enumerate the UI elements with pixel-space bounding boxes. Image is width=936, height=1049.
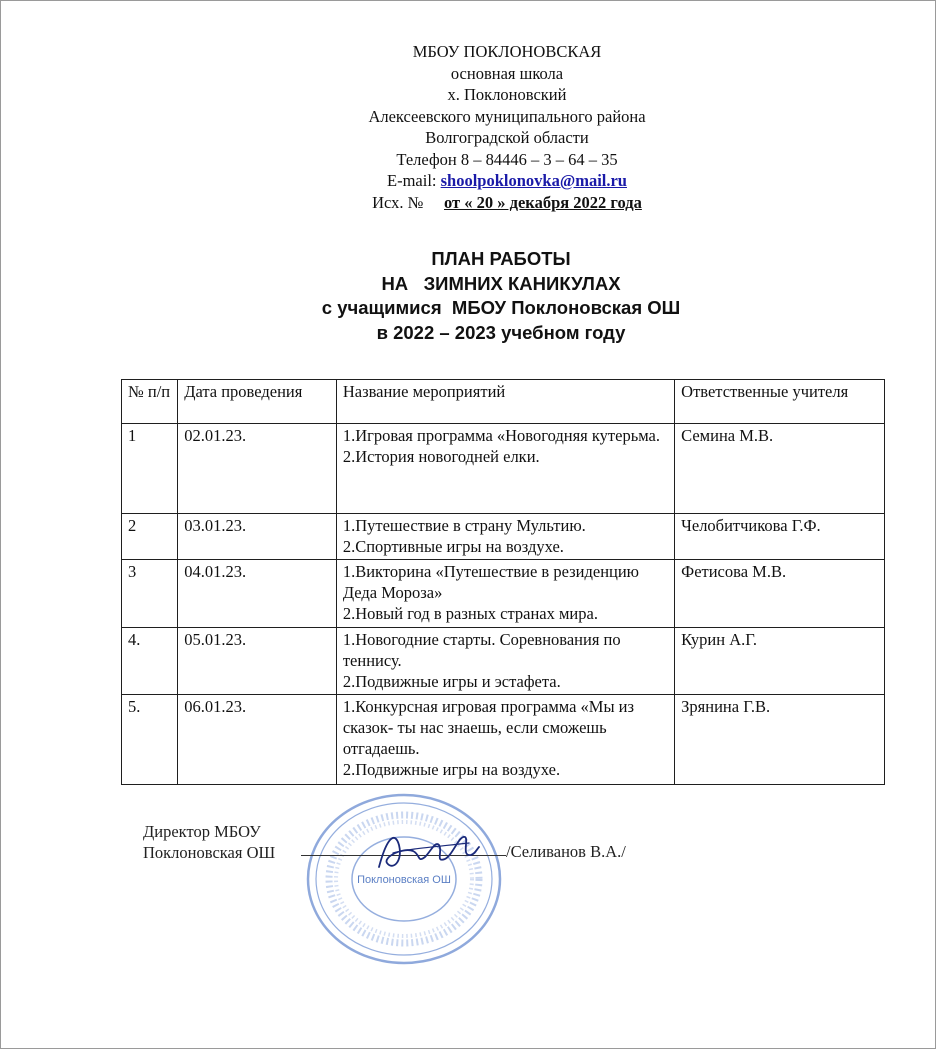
title-line: ПЛАН РАБОТЫ [431, 248, 571, 269]
header-number: № п/п [122, 380, 178, 424]
cell-teacher: Фетисова М.В. [675, 560, 885, 628]
event-item: 1.Новогодние старты. Соревнования по теннису. [342, 630, 621, 670]
document-title [201, 247, 801, 345]
table-row [122, 695, 885, 785]
email-line [261, 170, 753, 192]
event-item: 1.Игровая программа «Новогодняя кутерьма. [342, 426, 661, 445]
title-line: с учащимися МБОУ Поклоновская ОШ [321, 297, 681, 318]
header-date: Дата проведения [178, 380, 337, 424]
event-item: 1.Викторина «Путешествие в резиденцию Деда Мороза» [342, 562, 640, 602]
table-row [122, 628, 885, 695]
event-item: 2.Спортивные игры на воздухе. [342, 537, 564, 556]
outgoing-line [261, 192, 753, 214]
event-item: 2.Подвижные игры на воздухе. [342, 760, 561, 779]
event-item: 1.Путешествие в страну Мультию. [342, 516, 586, 535]
signature-position [143, 821, 275, 863]
signatory-name: /Селиванов В.А./ [506, 842, 626, 861]
table-row [122, 514, 885, 560]
cell-teacher: Зрянина Г.В. [675, 695, 885, 785]
cell-events [336, 628, 674, 695]
cell-teacher: Семина М.В. [675, 424, 885, 514]
table-row [122, 560, 885, 628]
cell-teacher: Челобитчикова Г.Ф. [675, 514, 885, 560]
table-body [122, 424, 885, 785]
cell-number: 1 [122, 424, 178, 514]
title-line: в 2022 – 2023 учебном году [376, 321, 626, 343]
outgoing-label: Исх. № [372, 192, 424, 212]
stamp-seal [299, 789, 509, 969]
plan-table [121, 379, 885, 785]
cell-date: 06.01.23. [178, 695, 337, 785]
event-item: 1.Конкурсная игровая программа «Мы из сказок- ты нас знаешь, если сможешь отгадаешь. [342, 697, 635, 758]
cell-events [336, 424, 674, 514]
letterhead [261, 41, 753, 213]
school-village: х. Поклоновский [447, 85, 567, 104]
signature-position-line: Поклоновская ОШ [143, 843, 276, 862]
school-type: основная школа [450, 63, 564, 83]
event-item: 2.Новый год в разных странах мира. [342, 604, 598, 623]
header-teacher: Ответственные учителя [675, 380, 885, 424]
table-header-row [122, 380, 885, 424]
title-line: НА ЗИМНИХ КАНИКУЛАХ [381, 272, 621, 294]
handwritten-signature [373, 827, 483, 877]
email-label: E-mail: [387, 171, 437, 190]
table-row [122, 424, 885, 514]
cell-number: 5. [122, 695, 178, 785]
cell-events [336, 560, 674, 628]
school-region: Волгоградской области [425, 128, 589, 147]
school-name: МБОУ ПОКЛОНОВСКАЯ [412, 42, 602, 61]
cell-date: 03.01.23. [178, 514, 337, 560]
cell-date: 02.01.23. [178, 424, 337, 514]
cell-events [336, 695, 674, 785]
cell-date: 04.01.23. [178, 560, 337, 628]
school-phone: Телефон 8 – 84446 – 3 – 64 – 35 [396, 149, 618, 169]
cell-number: 2 [122, 514, 178, 560]
signature-position-line: Директор МБОУ [143, 822, 261, 841]
outgoing-date: от « 20 » декабря 2022 года [444, 192, 642, 212]
cell-date: 05.01.23. [178, 628, 337, 695]
cell-number: 3 [122, 560, 178, 628]
event-item: 2.История новогодней елки. [342, 447, 540, 466]
header-event: Название мероприятий [336, 380, 674, 424]
signature-block [1, 791, 936, 981]
cell-teacher: Курин А.Г. [675, 628, 885, 695]
cell-events [336, 514, 674, 560]
event-item: 2.Подвижные игры и эстафета. [342, 672, 561, 691]
stamp-text: Поклоновская ОШ [357, 874, 451, 886]
cell-number: 4. [122, 628, 178, 695]
school-district: Алексеевского муниципального района [368, 106, 646, 126]
email-link[interactable]: shoolpoklonovka@mail.ru [440, 171, 627, 190]
